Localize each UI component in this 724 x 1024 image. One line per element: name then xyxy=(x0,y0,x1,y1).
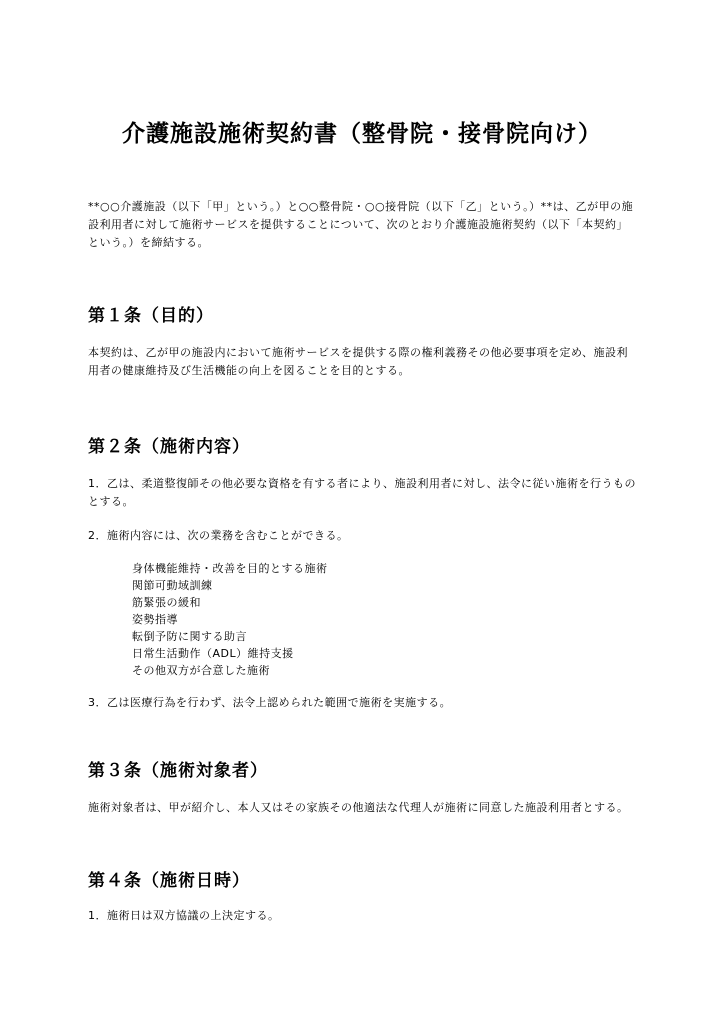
intro-paragraph: **○○介護施設（以下「甲」という。）と○○整骨院・○○接骨院（以下「乙」という。）**は、乙が甲の施設利用者に対して施術サービスを提供することについて、次のとおり介護施設施術契約（以下「本契約」という。）を締結する。 xyxy=(88,200,634,249)
article-2 xyxy=(88,435,636,712)
service-item: 身体機能維持・改善を目的とする施術 xyxy=(132,562,328,575)
article-3-heading: 第３条（施術対象者） xyxy=(88,761,268,781)
service-item: 姿勢指導 xyxy=(132,613,178,626)
article-4 xyxy=(88,869,636,925)
article-2-clause-3: 3．乙は医療行為を行わず、法令上認められた範囲で施術を実施する。 xyxy=(88,696,452,709)
article-4-heading: 第４条（施術日時） xyxy=(88,871,250,891)
article-2-clause-1: 1．乙は、柔道整復師その他必要な資格を有する者により、施設利用者に対し、法令に従い施術を行うものとする。 xyxy=(88,477,636,508)
article-3-text: 施術対象者は、甲が紹介し、本人又はその家族その他適法な代理人が施術に同意した施設利用者とする。 xyxy=(88,801,629,814)
document-title: 介護施設施術契約書（整骨院・接骨院向け） xyxy=(122,121,602,147)
service-item-list xyxy=(88,560,636,679)
service-item: 筋緊張の緩和 xyxy=(132,596,201,609)
service-item: 関節可動域訓練 xyxy=(132,579,213,592)
article-2-clause-2: 2．施術内容には、次の業務を含むことができる。 xyxy=(88,529,349,542)
service-item: その他双方が合意した施術 xyxy=(132,664,270,677)
article-1-heading: 第１条（目的） xyxy=(88,306,214,326)
article-4-text: 1．施術日は双方協議の上決定する。 xyxy=(88,909,280,922)
service-item: 日常生活動作（ADL）維持支援 xyxy=(132,647,294,660)
service-item: 転倒予防に関する助言 xyxy=(132,630,247,643)
article-3 xyxy=(88,759,636,817)
article-1-text: 本契約は、乙が甲の施設内において施術サービスを提供する際の権利義務その他必要事項を定め、施設利用者の健康維持及び生活機能の向上を図ることを目的とする。 xyxy=(88,346,629,377)
article-1 xyxy=(88,304,636,380)
article-2-heading: 第２条（施術内容） xyxy=(88,437,250,457)
